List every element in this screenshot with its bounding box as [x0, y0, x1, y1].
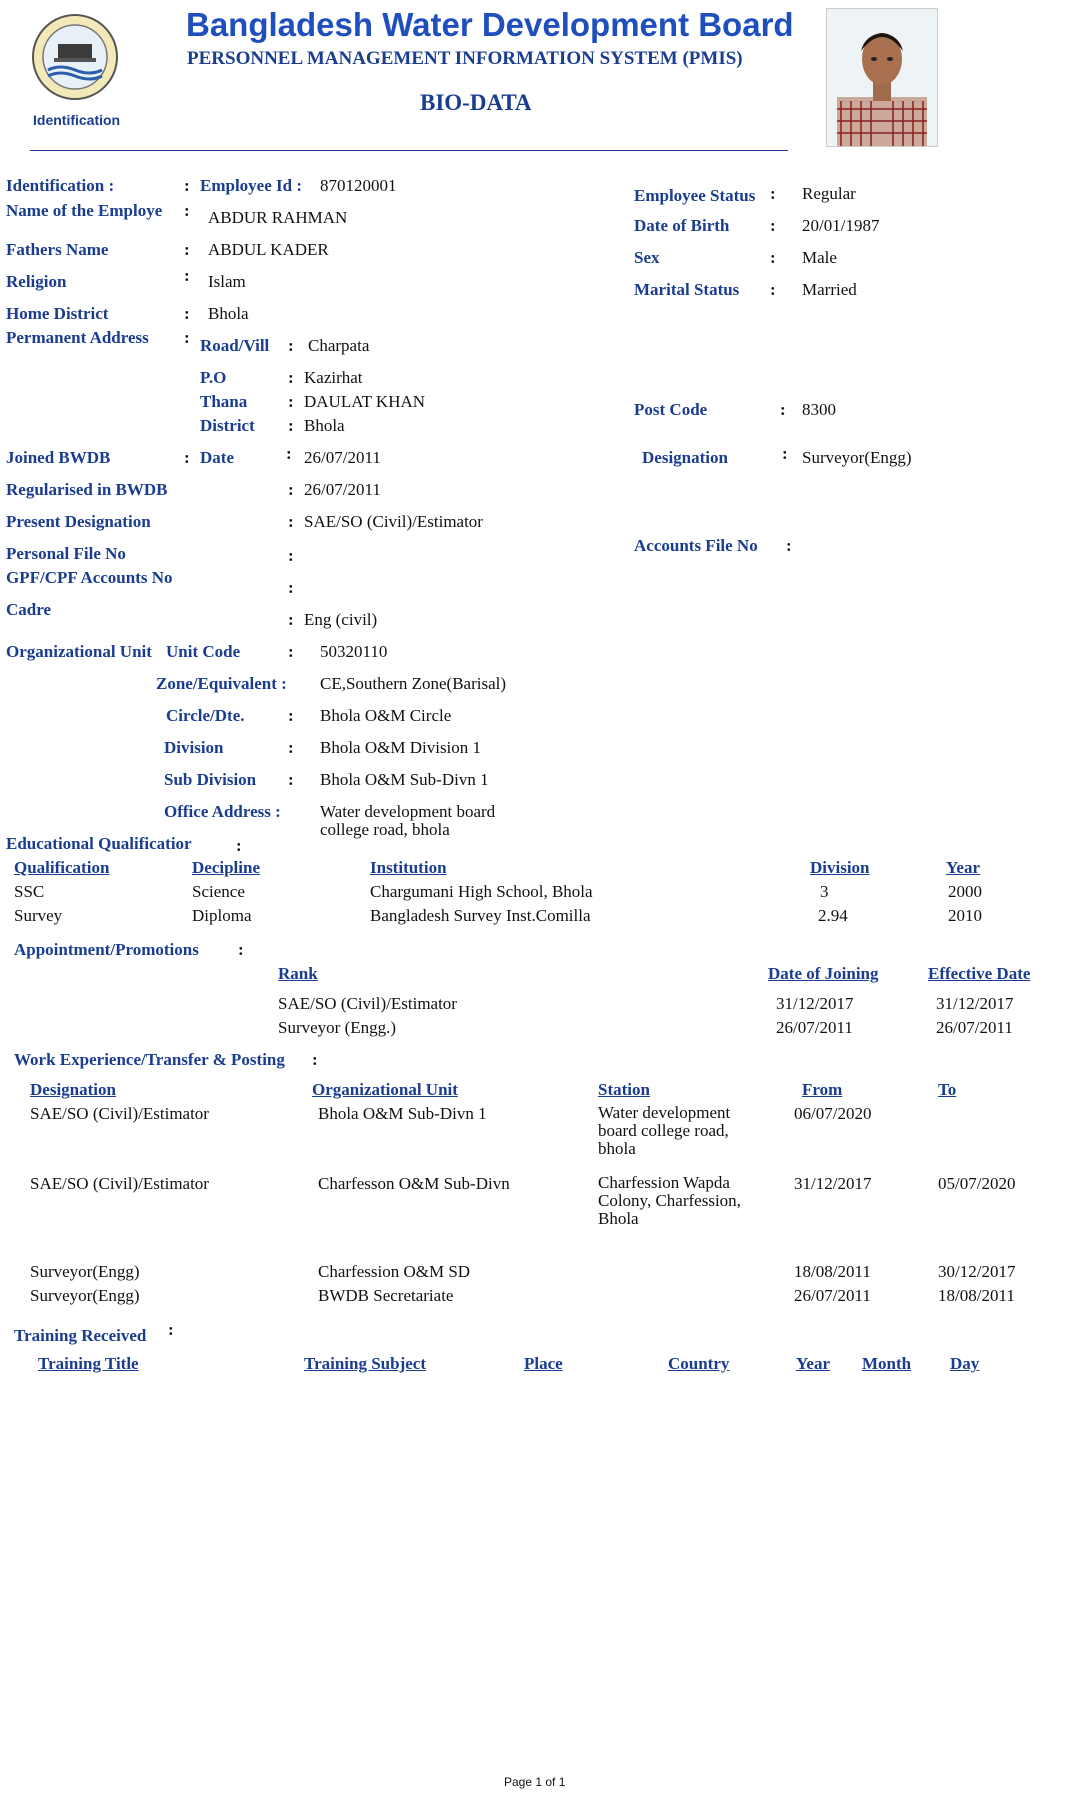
appt-header-date-of-joining: Date of Joining [768, 964, 879, 983]
work-org-unit: Bhola O&M Sub-Divn 1 [318, 1104, 487, 1123]
colon: : [288, 706, 294, 725]
employee-photo [826, 8, 938, 147]
colon: : [184, 176, 190, 195]
work-designation: Surveyor(Engg) [30, 1286, 140, 1305]
appt-effective-date: 31/12/2017 [936, 994, 1014, 1013]
appt-header-rank: Rank [278, 964, 318, 983]
header-rule [30, 150, 788, 151]
bwdb-logo [30, 12, 120, 102]
circle-label: Circle/Dte. [166, 706, 245, 725]
appt-date-of-joining: 31/12/2017 [776, 994, 854, 1013]
thana-value: DAULAT KHAN [304, 392, 426, 411]
edu-qualification: SSC [14, 882, 45, 901]
employee-status-label: Employee Status [634, 186, 756, 205]
work-designation: Surveyor(Engg) [30, 1262, 140, 1281]
colon: : [288, 416, 294, 435]
work-org-unit: BWDB Secretariate [318, 1286, 454, 1305]
page-number: Page 1 of 1 [504, 1775, 566, 1789]
office-address-line1: Water development board [320, 802, 496, 821]
colon: : [312, 1050, 318, 1069]
name-label: Name of the Employe [6, 201, 163, 220]
colon: : [288, 512, 294, 531]
zone-label: Zone/Equivalent : [156, 674, 287, 693]
colon: : [770, 248, 776, 267]
work-org-unit: Charfession O&M SD [318, 1262, 471, 1281]
office-address-label: Office Address : [164, 802, 281, 821]
edu-decipline: Diploma [192, 906, 252, 925]
edu-header-decipline: Decipline [192, 858, 260, 877]
work-from: 26/07/2011 [794, 1286, 871, 1305]
sub-division-label: Sub Division [164, 770, 257, 789]
road-vill-value: Charpata [308, 336, 370, 355]
colon: : [184, 240, 190, 259]
joined-date-value: 26/07/2011 [304, 448, 381, 467]
regularised-date-value: 26/07/2011 [304, 480, 381, 499]
work-header-station: Station [598, 1080, 650, 1099]
work-header-from: From [802, 1080, 843, 1099]
logo-caption: Identification [33, 112, 121, 128]
training-header-place: Place [524, 1354, 563, 1373]
home-district-label: Home District [6, 304, 109, 323]
colon: : [168, 1320, 174, 1339]
edu-year: 2000 [948, 882, 982, 901]
edu-institution: Chargumani High School, Bhola [370, 882, 593, 901]
designation-label: Designation [642, 448, 728, 467]
edu-header-qualification: Qualification [14, 858, 110, 877]
personal-file-no-label: Personal File No [6, 544, 126, 563]
sex-value: Male [802, 248, 837, 267]
post-code-value: 8300 [802, 400, 836, 419]
cadre-label: Cadre [6, 600, 52, 619]
work-station: Charfession Wapda Colony, Charfession, Bhola [598, 1173, 741, 1228]
date-label: Date [200, 448, 234, 467]
edu-year: 2010 [948, 906, 982, 925]
colon: : [288, 480, 294, 499]
colon: : [288, 368, 294, 387]
zone-value: CE,Southern Zone(Barisal) [320, 674, 507, 693]
work-to: 05/07/2020 [938, 1174, 1016, 1193]
work-header-designation: Designation [30, 1080, 116, 1099]
work-station: Water development board college road, bhola [598, 1103, 731, 1158]
appt-rank: Surveyor (Engg.) [278, 1018, 397, 1037]
marital-status-label: Marital Status [634, 280, 740, 299]
circle-value: Bhola O&M Circle [320, 706, 452, 725]
org-unit-label: Organizational Unit [6, 642, 152, 661]
org-title: Bangladesh Water Development Board [186, 6, 794, 43]
colon: : [782, 444, 788, 463]
unit-code-value: 50320110 [320, 642, 388, 661]
edu-header-division: Division [810, 858, 870, 877]
unit-code-label: Unit Code [166, 642, 241, 661]
po-value: Kazirhat [304, 368, 363, 387]
work-to: 18/08/2011 [938, 1286, 1015, 1305]
colon: : [184, 201, 190, 220]
division-label: Division [164, 738, 224, 757]
colon: : [288, 642, 294, 661]
employee-id-label: Employee Id : [200, 176, 302, 195]
marital-status-value: Married [802, 280, 857, 299]
identification-label: Identification : [6, 176, 115, 195]
work-header-to: To [938, 1080, 957, 1099]
appointment-label: Appointment/Promotions [14, 940, 199, 959]
edu-qualification: Survey [14, 906, 63, 925]
system-title: PERSONNEL MANAGEMENT INFORMATION SYSTEM (PMIS) [187, 48, 743, 69]
colon: : [238, 940, 244, 959]
colon: : [780, 400, 786, 419]
work-to: 30/12/2017 [938, 1262, 1016, 1281]
po-label: P.O [200, 368, 227, 387]
work-from: 18/08/2011 [794, 1262, 871, 1281]
colon: : [288, 610, 294, 629]
training-header-title: Training Title [38, 1354, 139, 1373]
thana-label: Thana [200, 392, 248, 411]
edu-header-year: Year [946, 858, 980, 877]
work-org-unit: Charfesson O&M Sub-Divn [318, 1174, 510, 1193]
training-header-subject: Training Subject [304, 1354, 427, 1373]
work-experience-label: Work Experience/Transfer & Posting [14, 1050, 285, 1069]
training-header-year: Year [796, 1354, 830, 1373]
home-district-value: Bhola [208, 304, 249, 323]
designation-value: Surveyor(Engg) [802, 448, 912, 467]
colon: : [288, 578, 294, 597]
work-from: 31/12/2017 [794, 1174, 872, 1193]
appt-header-effective-date: Effective Date [928, 964, 1031, 983]
gpf-cpf-label: GPF/CPF Accounts No [6, 568, 173, 587]
district-label: District [200, 416, 255, 435]
colon: : [288, 738, 294, 757]
division-value: Bhola O&M Division 1 [320, 738, 482, 757]
colon: : [184, 266, 190, 285]
training-received-label: Training Received [14, 1326, 147, 1345]
religion-value: Islam [208, 272, 246, 291]
training-header-month: Month [862, 1354, 912, 1373]
name-value: ABDUR RAHMAN [208, 208, 348, 227]
joined-bwdb-label: Joined BWDB [6, 448, 111, 467]
colon: : [288, 546, 294, 565]
edu-division: 2.94 [818, 906, 848, 925]
training-header-country: Country [668, 1354, 730, 1373]
edu-header-institution: Institution [370, 858, 447, 877]
fathers-name-value: ABDUL KADER [208, 240, 329, 259]
appt-effective-date: 26/07/2011 [936, 1018, 1013, 1037]
colon: : [288, 336, 294, 355]
permanent-address-label: Permanent Address [6, 328, 149, 347]
employee-id-value: 870120001 [320, 176, 397, 195]
sub-division-value: Bhola O&M Sub-Divn 1 [320, 770, 489, 789]
post-code-label: Post Code [634, 400, 708, 419]
educational-qualification-label: Educational Qualificatior [6, 834, 192, 853]
road-vill-label: Road/Vill [200, 336, 270, 355]
edu-institution: Bangladesh Survey Inst.Comilla [370, 906, 591, 925]
colon: : [184, 448, 190, 467]
accounts-file-no-label: Accounts File No [634, 536, 758, 555]
colon: : [770, 216, 776, 235]
present-designation-label: Present Designation [6, 512, 151, 531]
work-from: 06/07/2020 [794, 1104, 872, 1123]
edu-division: 3 [820, 882, 829, 901]
training-header-day: Day [950, 1354, 980, 1373]
appt-date-of-joining: 26/07/2011 [776, 1018, 853, 1037]
fathers-name-label: Fathers Name [6, 240, 109, 259]
colon: : [288, 770, 294, 789]
religion-label: Religion [6, 272, 67, 291]
colon: : [286, 444, 292, 463]
regularised-label: Regularised in BWDB [6, 480, 168, 499]
office-address-line2: college road, bhola [320, 820, 450, 839]
doc-title: BIO-DATA [420, 90, 532, 115]
district-value: Bhola [304, 416, 345, 435]
employee-status-value: Regular [802, 184, 856, 203]
colon: : [184, 328, 190, 347]
present-designation-value: SAE/SO (Civil)/Estimator [304, 512, 483, 531]
colon: : [770, 280, 776, 299]
cadre-value: Eng (civil) [304, 610, 378, 629]
sex-label: Sex [634, 248, 660, 267]
colon: : [236, 836, 242, 855]
edu-decipline: Science [192, 882, 245, 901]
colon: : [786, 536, 792, 555]
date-of-birth-label: Date of Birth [634, 216, 730, 235]
colon: : [288, 392, 294, 411]
date-of-birth-value: 20/01/1987 [802, 216, 880, 235]
appt-rank: SAE/SO (Civil)/Estimator [278, 994, 457, 1013]
work-designation: SAE/SO (Civil)/Estimator [30, 1104, 209, 1123]
colon: : [184, 304, 190, 323]
colon: : [770, 184, 776, 203]
work-header-org-unit: Organizational Unit [312, 1080, 458, 1099]
work-designation: SAE/SO (Civil)/Estimator [30, 1174, 209, 1193]
